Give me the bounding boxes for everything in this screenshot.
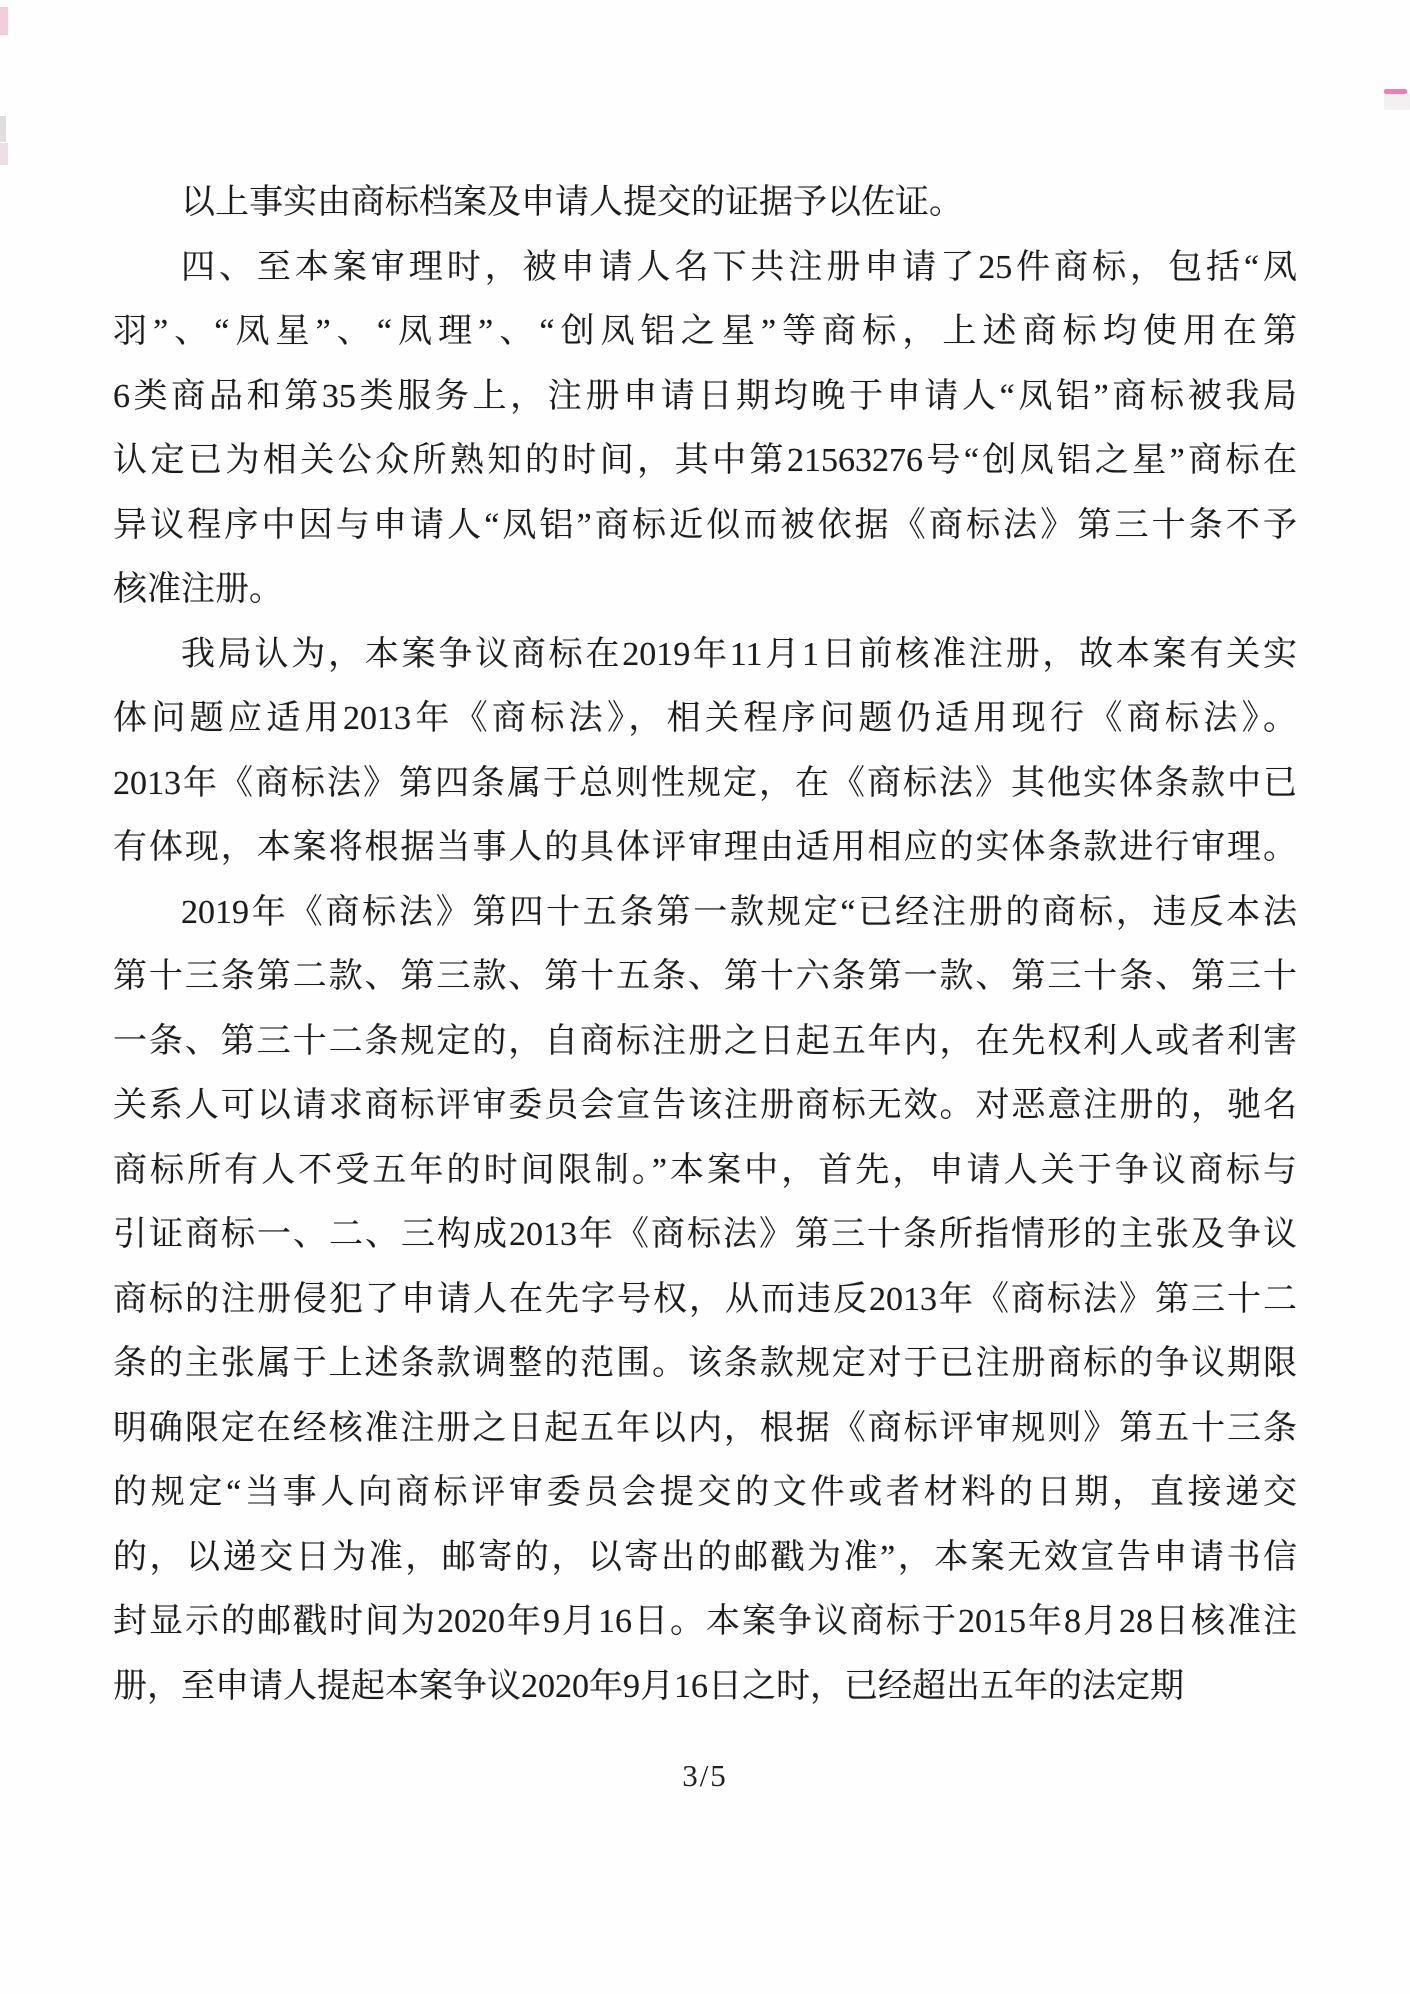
text-line: 商标的注册侵犯了申请人在先字号权，从而违反2013年《商标法》第三十二 xyxy=(113,1280,1297,1318)
scan-artifact-edge-mark xyxy=(0,143,8,165)
text-line: 册，至申请人提起本案争议2020年9月16日之时，已经超出五年的法定期 xyxy=(113,1667,1184,1705)
document-body xyxy=(113,171,1297,1719)
text-line: 异议程序中因与申请人“凤铝”商标近似而被依据《商标法》第三十条不予 xyxy=(113,506,1297,544)
text-line: 有体现，本案将根据当事人的具体评审理由适用相应的实体条款进行审理。 xyxy=(113,829,1297,866)
text-line: 认定已为相关公众所熟知的时间，其中第21563276号“创凤铝之星”商标在 xyxy=(113,442,1297,479)
text-line: 商标所有人不受五年的时间限制。”本案中，首先，申请人关于争议商标与 xyxy=(113,1151,1297,1189)
text-line: 的，以递交日为准，邮寄的，以寄出的邮戳为准”，本案无效宣告申请书信 xyxy=(113,1538,1297,1576)
text-line: 我局认为，本案争议商标在2019年11月1日前核准注册，故本案有关实 xyxy=(181,635,1297,673)
scan-artifact-smudge xyxy=(1384,94,1410,110)
text-line: 第十三条第二款、第三款、第十五条、第十六条第一款、第三十条、第三十 xyxy=(113,958,1297,995)
text-line: 体问题应适用2013年《商标法》，相关程序问题仍适用现行《商标法》。 xyxy=(113,700,1297,737)
text-line: 引证商标一、二、三构成2013年《商标法》第三十条所指情形的主张及争议 xyxy=(113,1216,1297,1253)
text-line: 关系人可以请求商标评审委员会宣告该注册商标无效。对恶意注册的，驰名 xyxy=(113,1087,1297,1124)
text-line: 的规定“当事人向商标评审委员会提交的文件或者材料的日期，直接递交 xyxy=(113,1474,1297,1511)
scan-artifact-edge-mark xyxy=(0,7,8,35)
text-line: 明确限定在经核准注册之日起五年以内，根据《商标评审规则》第五十三条 xyxy=(113,1409,1297,1447)
text-line: 羽”、“凤星”、“凤理”、“创凤铝之星”等商标，上述商标均使用在第 xyxy=(113,313,1297,350)
scan-artifact-pink-dash xyxy=(1384,89,1407,94)
text-line: 封显示的邮戳时间为2020年9月16日。本案争议商标于2015年8月28日核准注 xyxy=(113,1603,1297,1640)
text-line: 6类商品和第35类服务上，注册申请日期均晚于申请人“凤铝”商标被我局 xyxy=(113,377,1297,415)
text-line: 条的主张属于上述条款调整的范围。该条款规定对于已注册商标的争议期限 xyxy=(113,1345,1297,1382)
text-line: 2013年《商标法》第四条属于总则性规定，在《商标法》其他实体条款中已 xyxy=(113,764,1297,802)
text-line: 一条、第三十二条规定的，自商标注册之日起五年内，在先权利人或者利害 xyxy=(113,1022,1297,1060)
text-line: 2019年《商标法》第四十五条第一款规定“已经注册的商标，违反本法 xyxy=(181,893,1297,931)
page-number: 3/5 xyxy=(682,1758,728,1793)
text-line: 核准注册。 xyxy=(113,571,283,608)
text-line: 以上事实由商标档案及申请人提交的证据予以佐证。 xyxy=(181,184,963,221)
scan-artifact-edge-mark xyxy=(0,116,6,142)
text-line: 四、至本案审理时，被申请人名下共注册申请了25件商标，包括“凤 xyxy=(181,248,1297,286)
